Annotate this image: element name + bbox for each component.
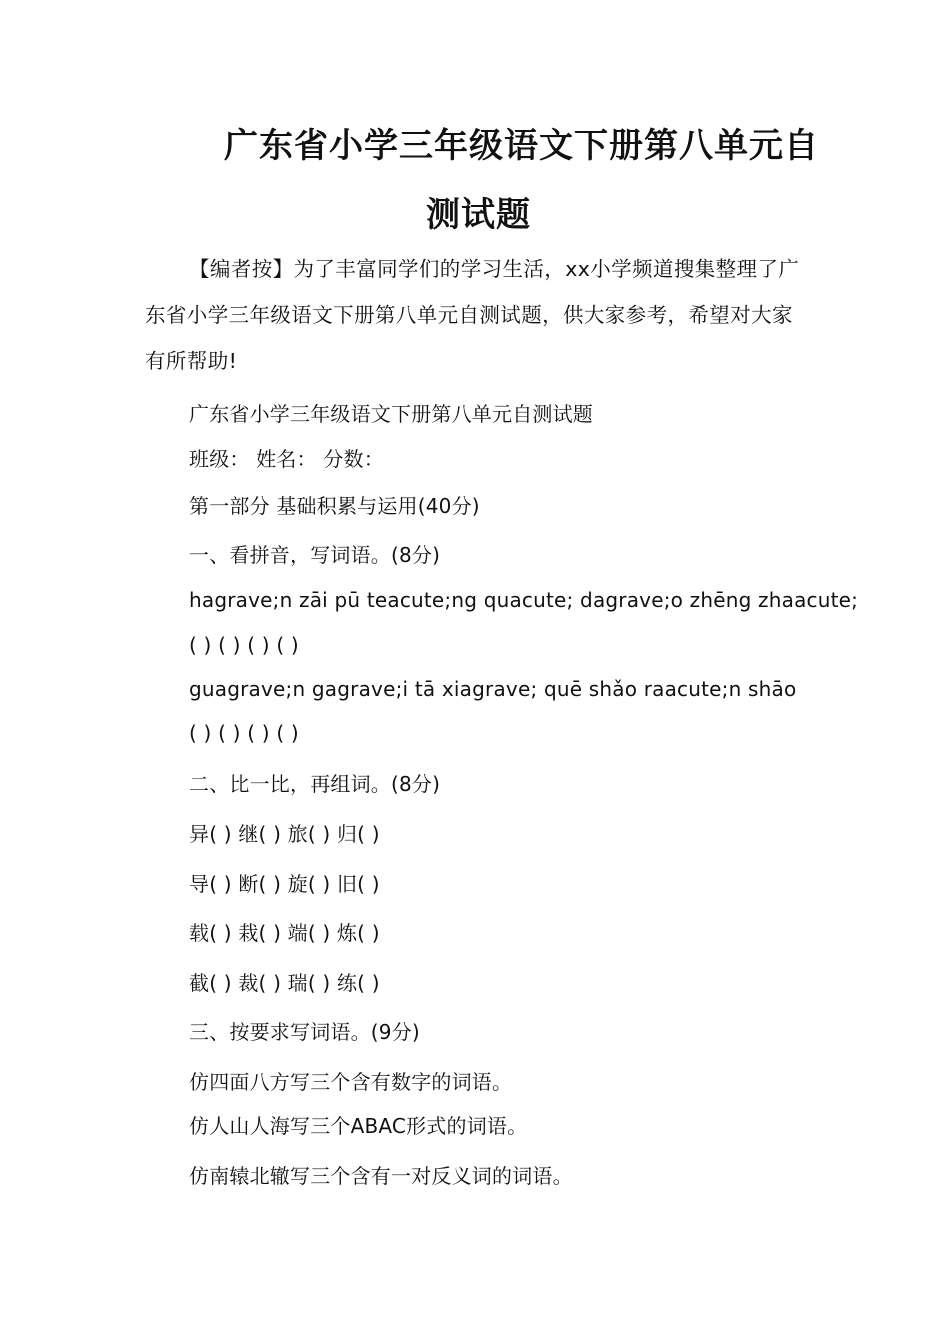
question-heading-3: 三、按要求写词语。(9分) xyxy=(189,1020,420,1044)
compare-words-line-3: 载( ) 栽( ) 端( ) 炼( ) xyxy=(189,921,380,945)
answer-blanks-line-2: ( ) ( ) ( ) ( ) xyxy=(189,721,299,745)
task-line-3: 仿南辕北辙写三个含有一对反义词的词语。 xyxy=(189,1164,573,1188)
student-info-line: 班级： 姓名： 分数： xyxy=(189,447,384,471)
question-heading-2: 二、比一比，再组词。(8分) xyxy=(189,772,441,796)
pinyin-line-2: guagrave;n gagrave;i tā xiagrave; quē shǎo raacute;n shāo xyxy=(189,677,797,701)
section-heading-part-one: 第一部分 基础积累与运用(40分) xyxy=(189,494,480,518)
document-title-line-1: 广东省小学三年级语文下册第八单元自 xyxy=(224,126,819,166)
subtitle-line: 广东省小学三年级语文下册第八单元自测试题 xyxy=(189,402,593,426)
task-line-2: 仿人山人海写三个ABAC形式的词语。 xyxy=(189,1114,528,1138)
compare-words-line-4: 截( ) 裁( ) 瑞( ) 练( ) xyxy=(189,971,380,995)
compare-words-line-1: 异( ) 继( ) 旅( ) 归( ) xyxy=(189,822,380,846)
question-heading-1: 一、看拼音，写词语。(8分) xyxy=(189,543,441,567)
answer-blanks-line-1: ( ) ( ) ( ) ( ) xyxy=(189,633,299,657)
pinyin-line-1: hagrave;n zāi pū teacute;ng quacute; dagrave;o zhēng zhaacute; xyxy=(189,588,859,612)
editor-note-paragraph: 【编者按】为了丰富同学们的学习生活，xx小学频道搜集整理了广东省小学三年级语文下册第八单元自测试题，供大家参考，希望对大家有所帮助! xyxy=(145,257,800,373)
compare-words-line-2: 导( ) 断( ) 旋( ) 旧( ) xyxy=(189,872,380,896)
task-line-1: 仿四面八方写三个含有数字的词语。 xyxy=(189,1070,513,1094)
document-title-line-2: 测试题 xyxy=(426,195,531,235)
